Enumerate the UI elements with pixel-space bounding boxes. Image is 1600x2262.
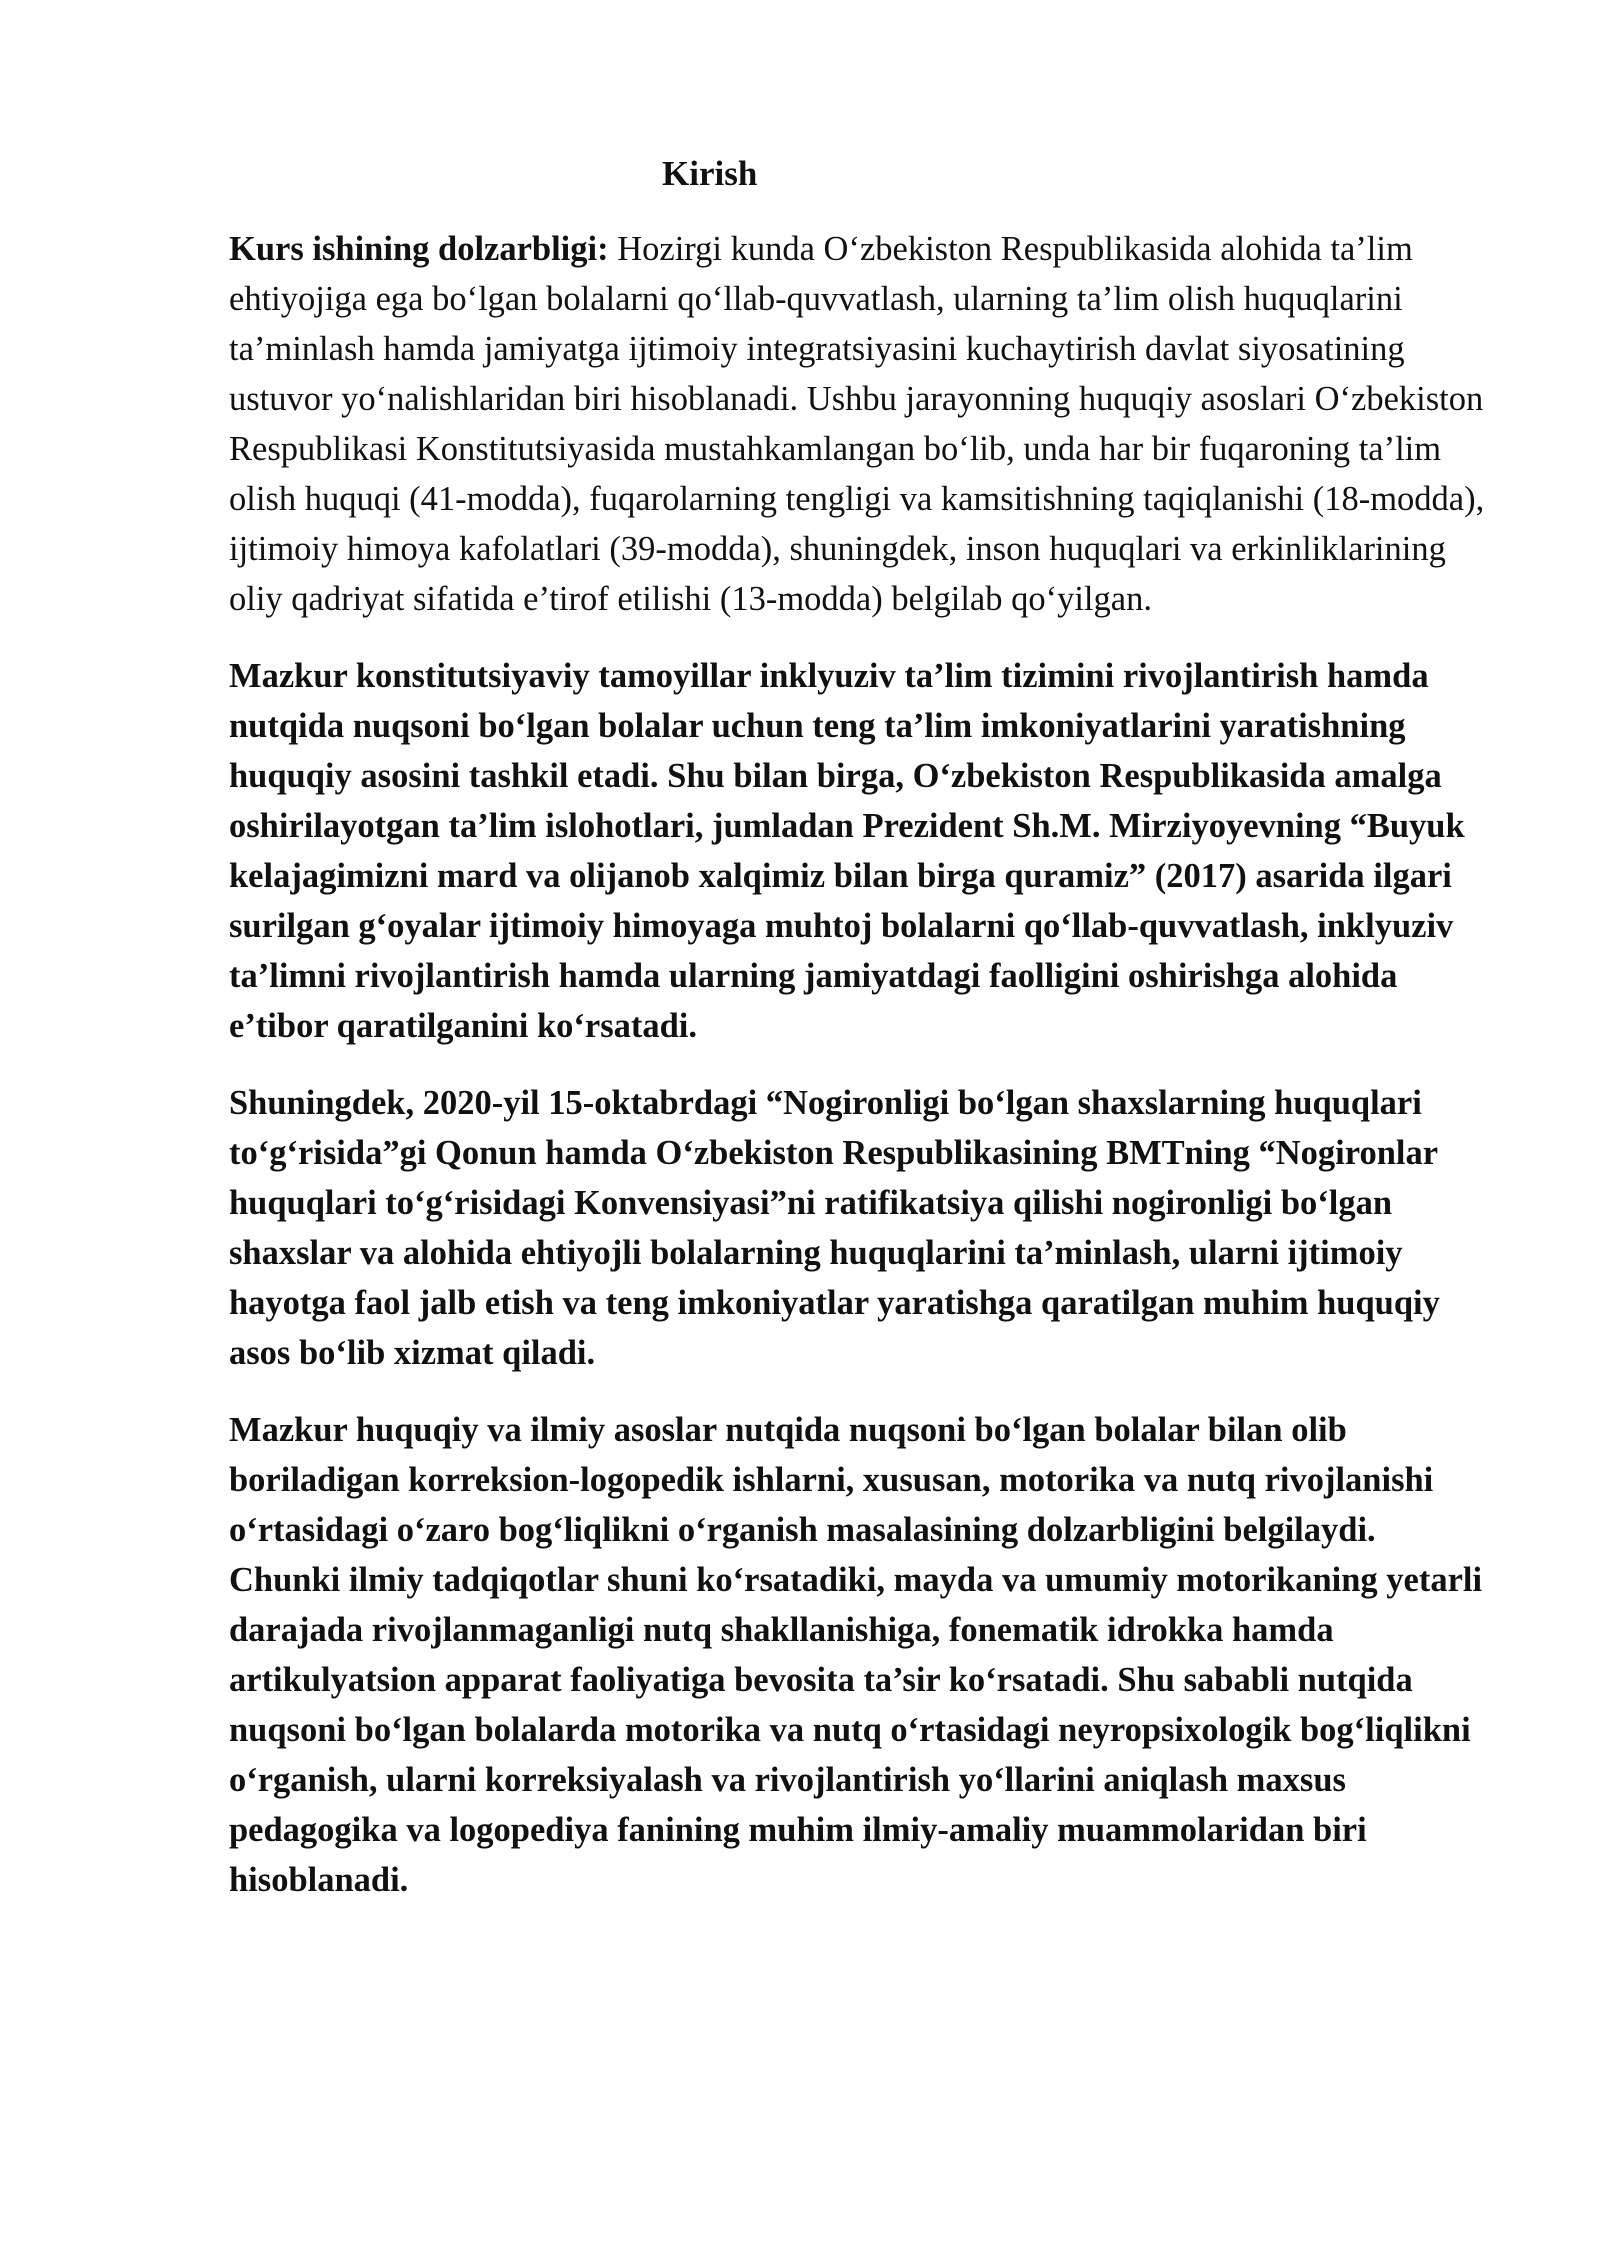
page-title: Kirish xyxy=(662,154,758,193)
paragraph-relevance xyxy=(229,224,1491,624)
paragraph-disability-law: Shuningdek, 2020-yil 15-oktabrdagi “Nogironligi bo‘lgan shaxslarning huquqlari to‘g‘risida”gi Qonun hamda O‘zbekiston Respublikasining BMTning “Nogironlar huquqlari to‘g‘risidagi Konvensiyasi”ni ratifikatsiya qilishi nogironligi bo‘lgan shaxslar va alohida ehtiyojli bolalarning huquqlarini ta’minlash, ularni ijtimoiy hayotga faol jalb etish va teng imkoniyatlar yaratishga qaratilgan muhim huquqiy asos bo‘lib xizmat qiladi. xyxy=(229,1084,1440,1372)
paragraph-constitutional-principles: Mazkur konstitutsiyaviy tamoyillar inklyuziv ta’lim tizimini rivojlantirish hamda nutqida nuqsoni bo‘lgan bolalar uchun teng ta’lim imkoniyatlarini yaratishning huquqiy asosini tashkil etadi. Shu bilan birga, O‘zbekiston Respublikasida amalga oshirilayotgan ta’lim islohotlari, jumladan Prezident Sh.M. Mirziyoyevning “Buyuk kelajagimizni mard va olijanob xalqimiz bilan birga quramiz” (2017) asarida ilgari surilgan g‘oyalar ijtimoiy himoyaga muhtoj bolalarni qo‘llab-quvvatlash, inklyuziv ta’limni rivojlantirish hamda ularning jamiyatdagi faolligini oshirishga alohida e’tibor qaratilganini ko‘rsatadi. xyxy=(229,657,1465,1045)
paragraph-text: Hozirgi kunda O‘zbekiston Respublikasida alohida ta’lim ehtiyojiga ega bo‘lgan bolalarni qo‘llab-quvvatlash, ularning ta’lim olish huquqlarini ta’minlash hamda jamiyatga ijtimoiy integratsiyasini kuchaytirish davlat siyosatining ustuvor yo‘nalishlaridan biri hisoblanadi. Ushbu jarayonning huquqiy asoslari O‘zbekiston Respublikasi Konstitutsiyasida mustahkamlangan bo‘lib, unda har bir fuqaroning ta’lim olish huquqi (41-modda), fuqarolarning tengligi va kamsitishning taqiqlanishi (18-modda), ijtimoiy himoya kafolatlari (39-modda), shuningdek, inson huquqlari va erkinliklarining oliy qadriyat sifatida e’tirof etilishi (13-modda) belgilab qo‘yilgan. xyxy=(229,230,1485,618)
paragraph-lead: Kurs ishining dolzarbligi: xyxy=(229,230,609,268)
document-body xyxy=(229,148,1491,1932)
paragraph-motor-speech: Mazkur huquqiy va ilmiy asoslar nutqida nuqsoni bo‘lgan bolalar bilan olib boriladigan korreksion-logopedik ishlarni, xususan, motorika va nutq rivojlanishi o‘rtasidagi o‘zaro bog‘liqlikni o‘rganish masalasining dolzarbligini belgilaydi. Chunki ilmiy tadqiqotlar shuni ko‘rsatadiki, mayda va umumiy motorikaning yetarli darajada rivojlanmaganligi nutq shakllanishiga, fonematik idrokka hamda artikulyatsion apparat faoliyatiga bevosita ta’sir ko‘rsatadi. Shu sababli nutqida nuqsoni bo‘lgan bolalarda motorika va nutq o‘rtasidagi neyropsixologik bog‘liqlikni o‘rganish, ularni korreksiyalash va rivojlantirish yo‘llarini aniqlash maxsus pedagogika va logopediya fanining muhim ilmiy-amaliy muammolaridan biri hisoblanadi. xyxy=(229,1411,1483,1899)
